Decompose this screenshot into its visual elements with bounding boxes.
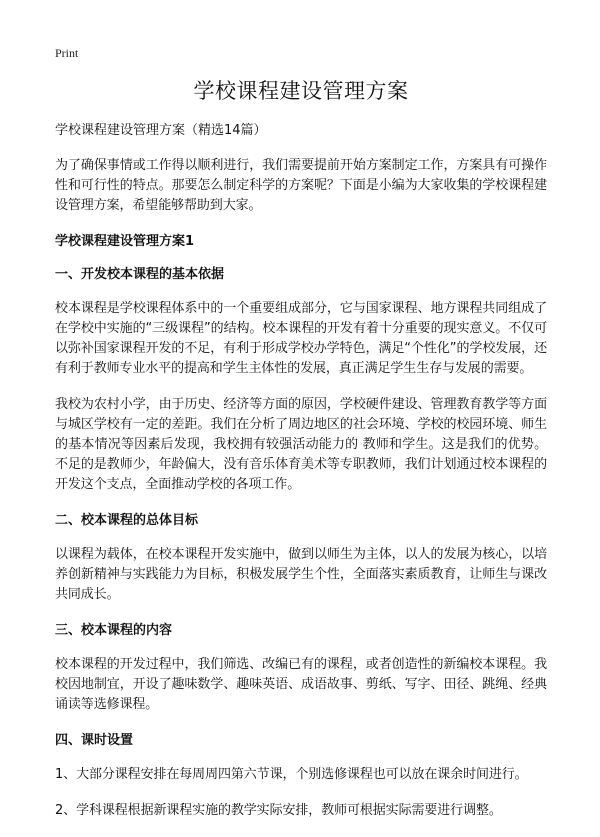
schedule-item-2: 2、学科课程根据新课程实施的教学实际安排，教师可根据实际需要进行调整。 [55, 803, 502, 818]
page-title: 学校课程建设管理方案 [193, 79, 409, 103]
intro-paragraph: 为了确保事情或工作得以顺利进行，我们需要提前开始方案制定工作，方案具有可操作性和可行性的特点。那要怎么制定科学的方案呢？下面是小编为大家收集的学校课程建设管理方案，希望能够帮助到大家。 [55, 158, 547, 213]
goal-paragraph: 以课程为载体，在校本课程开发实施中，做到以师生为主体，以人的发展为核心，以培养创新精神与实践能力为目标，积极发展学生个性，全面落实素质教育，让师生与课改共同成长。 [55, 547, 547, 602]
basis-paragraph-1: 校本课程是学校课程体系中的一个重要组成部分，它与国家课程、地方课程共同组成了在学校中实施的“三级课程”的结构。校本课程的开发有着十分重要的现实意义。不仅可以弥补国家课程开发的不足，有利于形成学校办学特色，满足“个性化”的学校发展，还有利于教师专业水平的提高和学生主体性的发展，真正满足学生生存与发展的需要。 [55, 301, 547, 376]
content-paragraph: 校本课程的开发过程中，我们筛选、改编已有的课程，或者创造性的新编校本课程。我校因地制宜，开设了趣味数学、趣味英语、成语故事、剪纸、写字、田径、跳绳、经典诵读等选修课程。 [55, 657, 547, 712]
heading-basis: 一、开发校本课程的基本依据 [55, 267, 225, 282]
section-title: 学校课程建设管理方案1 [55, 234, 195, 249]
schedule-item-1: 1、大部分课程安排在每周周四第六节课，个别选修课程也可以放在课余时间进行。 [55, 767, 528, 782]
heading-goal: 二、校本课程的总体目标 [55, 513, 199, 528]
document-subtitle: 学校课程建设管理方案（精选14篇） [55, 123, 267, 138]
heading-schedule: 四、课时设置 [55, 733, 134, 748]
document-body [55, 76, 547, 837]
basis-paragraph-2: 我校为农村小学，由于历史、经济等方面的原因，学校硬件建设、管理教育教学等方面与城区学校有一定的差距。我们在分析了周边地区的社会环境、学校的校园环境、师生的基本情况等因素后发现，我校拥有较强活动能力的 教师和学生。这是我们的优势。不足的是教师少，年龄偏大，没有音乐体育美术等专职教师，我们计划通过校本课程的开发这个支点，全面推动学校的各项工作。 [55, 397, 547, 492]
heading-content: 三、校本课程的内容 [55, 623, 173, 638]
print-link[interactable]: Print [55, 46, 79, 60]
